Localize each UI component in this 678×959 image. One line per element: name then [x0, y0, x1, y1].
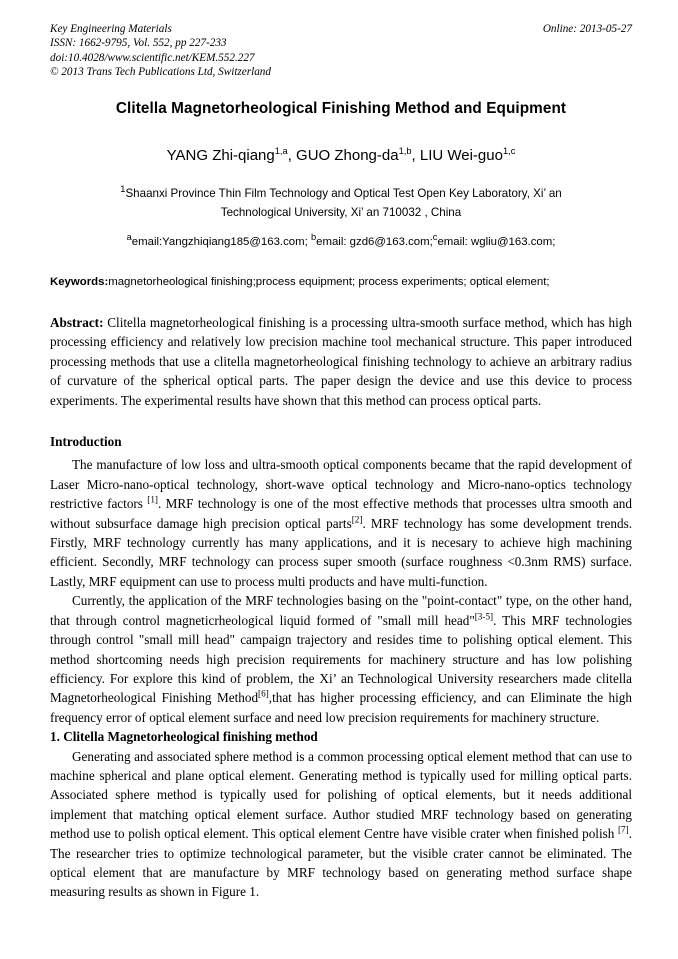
keywords-text: magnetorheological finishing;process equipment; process experiments; optical element;	[108, 276, 550, 288]
email-address-b: email: gzd6@163.com;	[316, 236, 433, 248]
abstract-text: Clitella magnetorheological finishing is a processing ultra-smooth surface method, which has high processing efficiency and relatively low precision machine tool mechanical structure. This paper introduced processing methods that use a clitella magnetorheological finishing technology to achieve an arbitrary radius of curvature of the spherical optical parts. The paper design the device and use this device to process experiments. The experimental results have shown that this method can process optical parts.	[50, 315, 632, 408]
journal-issn-line: ISSN: 1662-9795, Vol. 552, pp 227-233	[50, 37, 227, 50]
citation-ref-6: [6]	[258, 688, 269, 699]
author-name-1: YANG Zhi-qiang	[166, 147, 275, 164]
email-address-a: email:Yangzhiqiang185@163.com;	[131, 236, 311, 248]
paragraph-3-text-a: Generating and associated sphere method is a common processing optical element method that can use to machine spherical and plane optical element. Generating method is typically used for milling optical parts. Associated sphere method is typically used for polishing of optical elements, but it needs additional implement that matching optical element surface. Author studied MRF technology based on generating method use to polish optical element. This optical element Centre have visible crater when finished polish	[50, 748, 632, 842]
introduction-paragraph-1	[50, 455, 632, 591]
author-separator-2: ,	[411, 147, 420, 164]
paragraph-2-text-b: . This MRF technologies through control "small mill head" campaign trajectory and resides time to polishing optical element. This method shortcoming needs high precision requirements for machinery structure and has low polishing efficiency. For explore this kind of problem, the Xi’ an Technological University researchers made clitella Magnetorheological Finishing Method	[50, 612, 633, 706]
keywords-line	[50, 274, 632, 290]
email-marker-c: c	[432, 232, 438, 243]
citation-ref-3-5: [3-5]	[474, 611, 494, 622]
journal-name: Key Engineering Materials	[50, 23, 172, 35]
journal-doi-line: doi:10.4028/www.scientific.net/KEM.552.227	[50, 51, 255, 64]
journal-header	[50, 22, 632, 84]
author-affiliation-marker-2: 1,b	[398, 146, 412, 156]
author-separator-1: ,	[287, 147, 297, 164]
journal-copyright-line: © 2013 Trans Tech Publications Ltd, Switzerland	[50, 65, 271, 78]
author-list	[50, 147, 632, 164]
affiliation-marker: 1	[120, 184, 126, 195]
email-address-c: email: wgliu@163.com;	[437, 236, 556, 248]
section-1-paragraph-1	[50, 747, 632, 902]
keywords-label: Keywords:	[50, 276, 109, 288]
author-name-3: LIU Wei-guo	[419, 147, 503, 164]
paragraph-1-text-a: The manufacture of low loss and ultra-smooth optical components became that the rapid development of Laser Micro-nano-optical technology, short-wave optical technology and Micro-nano-optics technology restrictive factors	[50, 457, 632, 512]
citation-ref-1: [1]	[147, 494, 158, 505]
introduction-paragraph-2	[50, 591, 632, 727]
email-marker-b: b	[310, 232, 317, 243]
email-marker-a: a	[126, 232, 132, 243]
paragraph-3-text-b: . The researcher tries to optimize technological parameter, but the visible crater cannot be eliminated. The optical element that are manufacture by MRF technology based on generating method surface shape measuring results as shown in Figure 1.	[50, 826, 632, 900]
citation-ref-7: [7]	[617, 824, 629, 835]
affiliation-text: Shaanxi Province Thin Film Technology and Optical Test Open Key Laboratory, Xi’ an Technological University, Xi’ an 710032 , China	[125, 187, 562, 219]
author-affiliation-marker-1: 1,a	[274, 146, 288, 156]
citation-ref-2: [2]	[351, 514, 363, 525]
paragraph-2-text-c: ,that has higher processing efficiency, and can Eliminate the high frequency error of optical element surface and need low precision requirements for machinery structure.	[50, 690, 632, 725]
abstract-label: Abstract:	[50, 315, 104, 330]
abstract-section	[50, 313, 632, 410]
paragraph-1-text-c: . MRF technology has some development trends. Firstly, MRF technology currently has many applications, and it is necesary to achieve high machining efficient. Secondly, MRF technology can process super smooth (surface roughness <0.3nm RMS) surface. Lastly, MRF equipment can use to process multi products and have multi-function.	[50, 515, 632, 589]
affiliation	[94, 184, 588, 222]
paragraph-2-text-a: Currently, the application of the MRF technologies basing on the "point-contact" type, on the other hand, that through control magneticrheological liquid formed of "small mill head"	[50, 593, 632, 628]
page-title: Clitella Magnetorheological Finishing Method and Equipment	[115, 100, 567, 117]
author-name-2: GUO Zhong-da	[296, 147, 399, 164]
journal-header-left	[50, 22, 399, 79]
online-publication-date: Online: 2013-05-27	[542, 23, 632, 35]
paragraph-1-text-b: . MRF technology is one of the most effective methods that processes ultra smooth and without subsurface damage high precision optical parts	[50, 496, 632, 531]
author-affiliation-marker-3: 1,c	[502, 146, 516, 156]
author-emails	[50, 232, 632, 248]
introduction-heading: Introduction	[50, 434, 122, 450]
section-1-heading: 1. Clitella Magnetorheological finishing method	[50, 729, 318, 745]
